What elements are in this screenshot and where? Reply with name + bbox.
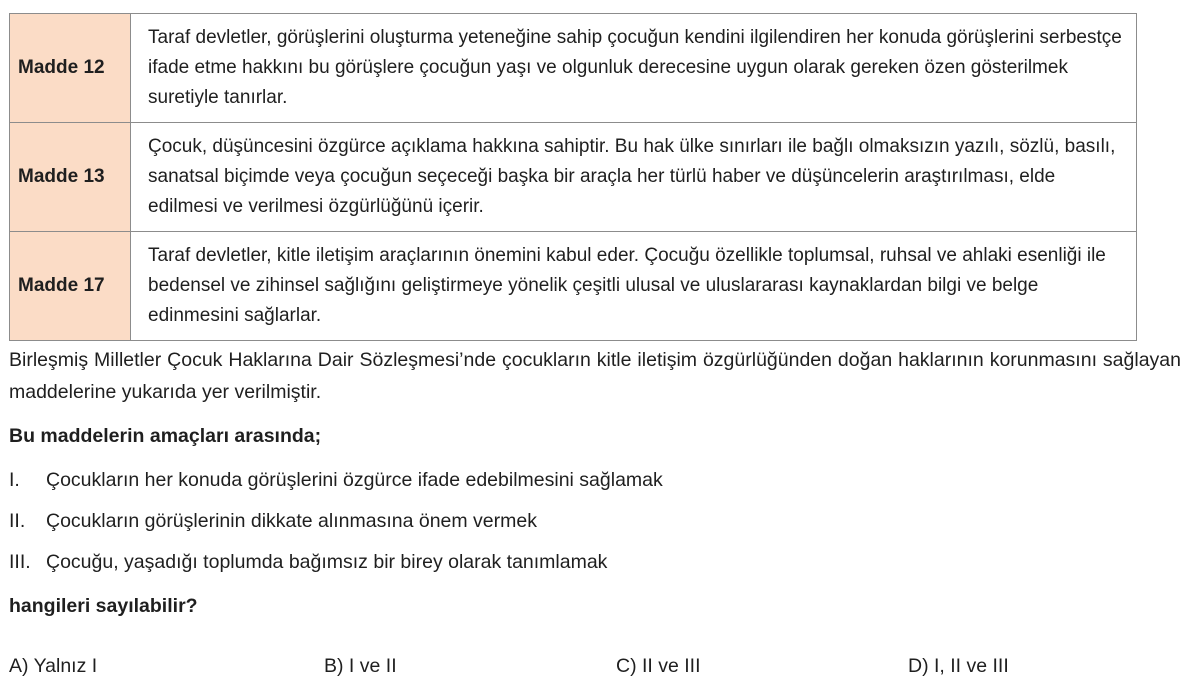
statement-text: Çocuğu, yaşadığı toplumda bağımsız bir birey olarak tanımlamak (46, 551, 608, 573)
answer-option-a[interactable] (9, 650, 97, 682)
article-label: Madde 13 (10, 123, 131, 232)
answer-text: II ve III (642, 655, 701, 677)
answer-option-c[interactable] (616, 650, 701, 682)
article-label: Madde 12 (10, 14, 131, 123)
answer-letter: C) (616, 655, 637, 677)
answer-letter: D) (908, 655, 929, 677)
answer-choices (9, 650, 1179, 682)
table-row (10, 232, 1137, 341)
list-item (9, 506, 663, 547)
list-item (9, 465, 663, 506)
statement-list (9, 465, 663, 588)
question-stem: Bu maddelerin amaçları arasında; (9, 425, 322, 447)
statement-number: II. (9, 510, 26, 532)
answer-text: I ve II (348, 655, 397, 677)
statement-number: I. (9, 469, 20, 491)
answer-text: I, II ve III (934, 655, 1009, 677)
question-closing: hangileri sayılabilir? (9, 595, 198, 617)
intro-paragraph: Birleşmiş Milletler Çocuk Haklarına Dair Sözleşmesi’nde çocukların kitle iletişim özgürlüğünden doğan haklarının korunmasını sağlayan maddelerine yukarıda yer verilmiştir. (9, 349, 1181, 403)
answer-option-b[interactable] (324, 650, 397, 682)
statement-text: Çocukların her konuda görüşlerini özgürce ifade edebilmesini sağlamak (46, 469, 663, 491)
answer-text: Yalnız I (33, 655, 98, 677)
article-text: Çocuk, düşüncesini özgürce açıklama hakkına sahiptir. Bu hak ülke sınırları ile bağlı olmaksızın yazılı, sözlü, basılı, sanatsal biçimde veya çocuğun seçeceği başka bir araçla her türlü haber ve düşüncelerin araştırılması, elde edilmesi ve verilmesi özgürlüğünü içerir. (131, 123, 1137, 232)
table-row (10, 14, 1137, 123)
article-text: Taraf devletler, kitle iletişim araçlarının önemini kabul eder. Çocuğu özellikle toplumsal, ruhsal ve ahlaki esenliği ile bedensel ve zihinsel sağlığını geliştirmeye yönelik çeşitli ulusal ve uluslararası kaynaklardan bilgi ve belge edinmesini sağlarlar. (131, 232, 1137, 341)
list-item (9, 547, 663, 588)
article-text: Taraf devletler, görüşlerini oluşturma yeteneğine sahip çocuğun kendini ilgilendiren her konuda görüşlerini serbestçe ifade etme hakkını bu görüşlere çocuğun yaşı ve olgunluk derecesine uygun olarak gereken özen gösterilmek suretiyle tanırlar. (131, 14, 1137, 123)
table-row (10, 123, 1137, 232)
statement-text: Çocukların görüşlerinin dikkate alınmasına önem vermek (46, 510, 537, 532)
answer-letter: A) (9, 655, 29, 677)
articles-table (9, 13, 1137, 341)
answer-option-d[interactable] (908, 650, 1009, 682)
statement-number: III. (9, 551, 31, 573)
answer-letter: B) (324, 655, 344, 677)
article-label: Madde 17 (10, 232, 131, 341)
